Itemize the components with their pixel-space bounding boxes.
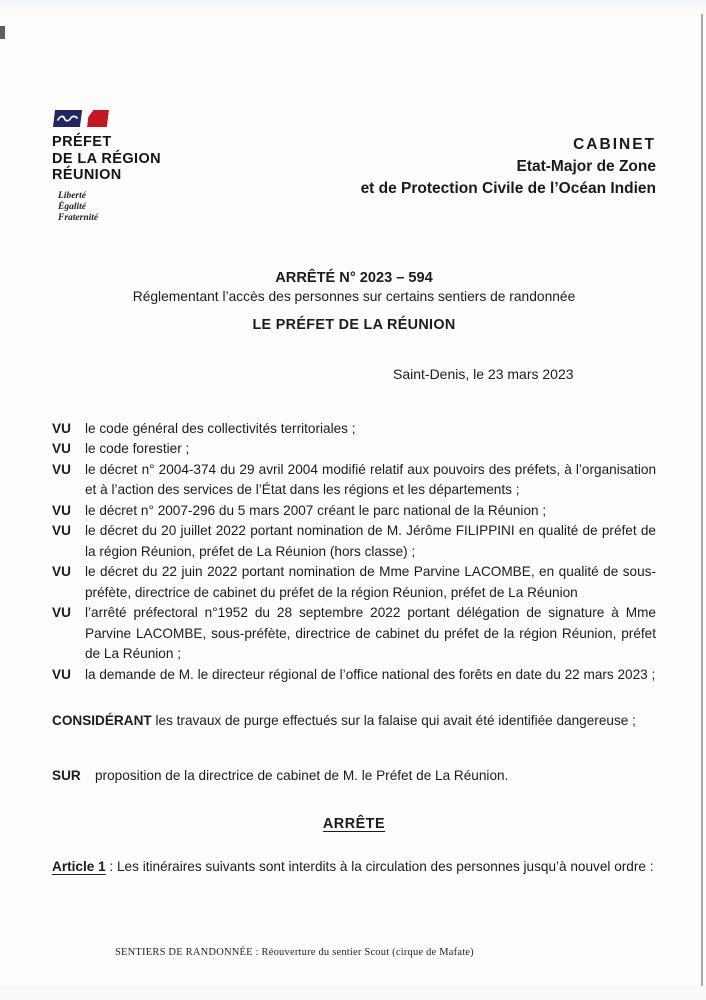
flag-red-block [87, 110, 109, 127]
vu-text: la demande de M. le directeur régional de l’office national des forêts en date du 22 mars 2023 ; [85, 666, 656, 682]
article-1 [52, 857, 656, 878]
sur-text: proposition de la directrice de cabinet de M. le Préfet de La Réunion. [95, 767, 509, 783]
logo-motto [58, 191, 242, 224]
logo-text [52, 134, 242, 184]
vu-text: le code général des collectivités territoriales ; [85, 420, 356, 436]
flag-blue-block [53, 110, 82, 127]
vu-clause [52, 501, 656, 522]
vu-text: le décret n° 2004-374 du 29 avril 2004 modifié relatif aux pouvoirs des préfets, à l’organisation et à l’action des services de l’État dans les régions et les départements ; [85, 461, 656, 497]
article-1-separator: : [105, 859, 117, 874]
motto-fraternite: Fraternité [58, 212, 99, 223]
dateline: Saint-Denis, le 23 mars 2023 [393, 365, 574, 382]
vu-clause-list [52, 419, 656, 686]
decree-number-title: ARRÊTÉ N° 2023 – 594 [275, 269, 433, 286]
footer-note: SENTIERS DE RANDONNÉE : Réouverture du sentier Scout (cirque de Mafate) [115, 947, 474, 958]
vu-text: le décret du 22 juin 2022 portant nomination de Mme Parvine LACOMBE, en qualité de sous-préfète, directrice de cabinet du préfet de la région Réunion, préfet de La Réunion [85, 564, 656, 600]
vu-label: VU [52, 502, 71, 518]
issuer-title: LE PRÉFET DE LA RÉUNION [252, 316, 456, 333]
vu-label: VU [52, 461, 71, 477]
vu-text: le décret du 20 juillet 2022 portant nomination de M. Jérôme FILIPPINI en qualité de préfet de la région Réunion, préfet de La Réunion (hors classe) ; [85, 523, 656, 559]
vu-label: VU [52, 441, 71, 456]
article-1-label: Article 1 [52, 859, 106, 874]
office-line2: Etat-Major de Zone [516, 158, 656, 175]
logo-text-line1: PRÉFET [52, 134, 112, 150]
masthead [52, 0, 656, 224]
motto-liberte: Liberté [58, 190, 86, 201]
vu-label: VU [52, 420, 71, 436]
article-1-text: Les itinéraires suivants sont interdits à la circulation des personnes jusqu’à nouvel ordre : [117, 859, 654, 874]
marianne-profile-icon [54, 111, 81, 126]
vu-clause [52, 439, 656, 460]
french-flag-icon [54, 110, 242, 127]
arrete-heading: ARRÊTE [322, 816, 386, 832]
vu-label: VU [52, 523, 71, 538]
vu-clause [52, 521, 656, 562]
vu-label: VU [52, 564, 71, 579]
office-line3: et de Protection Civile de l’Océan Indien [360, 180, 656, 197]
issuing-office-block [361, 134, 656, 224]
vu-clause [52, 665, 656, 686]
motto-egalite: Égalité [58, 201, 86, 212]
vu-label: VU [52, 605, 71, 620]
decree-subtitle: Réglementant l’accès des personnes sur certains sentiers de randonnée [132, 288, 576, 304]
sur-clause [52, 766, 656, 787]
considerant-text: les travaux de purge effectués sur la falaise qui avait été identifiée dangereuse ; [155, 713, 636, 728]
vu-text: le décret n° 2007-296 du 5 mars 2007 créant le parc national de la Réunion ; [85, 502, 547, 518]
considerant-clause [52, 711, 656, 732]
vu-clause [52, 419, 656, 440]
vu-label: VU [52, 666, 71, 682]
sur-label: SUR [52, 767, 81, 783]
logo-text-line2: DE LA RÉGION [52, 150, 161, 167]
scan-edge-bottom [0, 986, 706, 1000]
vu-clause [52, 460, 656, 501]
vu-clause [52, 603, 656, 665]
prefecture-logo [52, 110, 242, 224]
vu-text: le code forestier ; [85, 441, 190, 456]
office-line1: CABINET [573, 136, 656, 153]
vu-clause [52, 562, 656, 603]
logo-text-line3: RÉUNION [52, 167, 122, 183]
considerant-label: CONSIDÉRANT [52, 713, 152, 728]
vu-text: l’arrêté préfectoral n°1952 du 28 septembre 2022 portant délégation de signature à Mme Parvine LACOMBE, sous-préfète, directrice de cabinet du préfet de la région Réunion, préfet de La Réunion ; [85, 605, 656, 661]
